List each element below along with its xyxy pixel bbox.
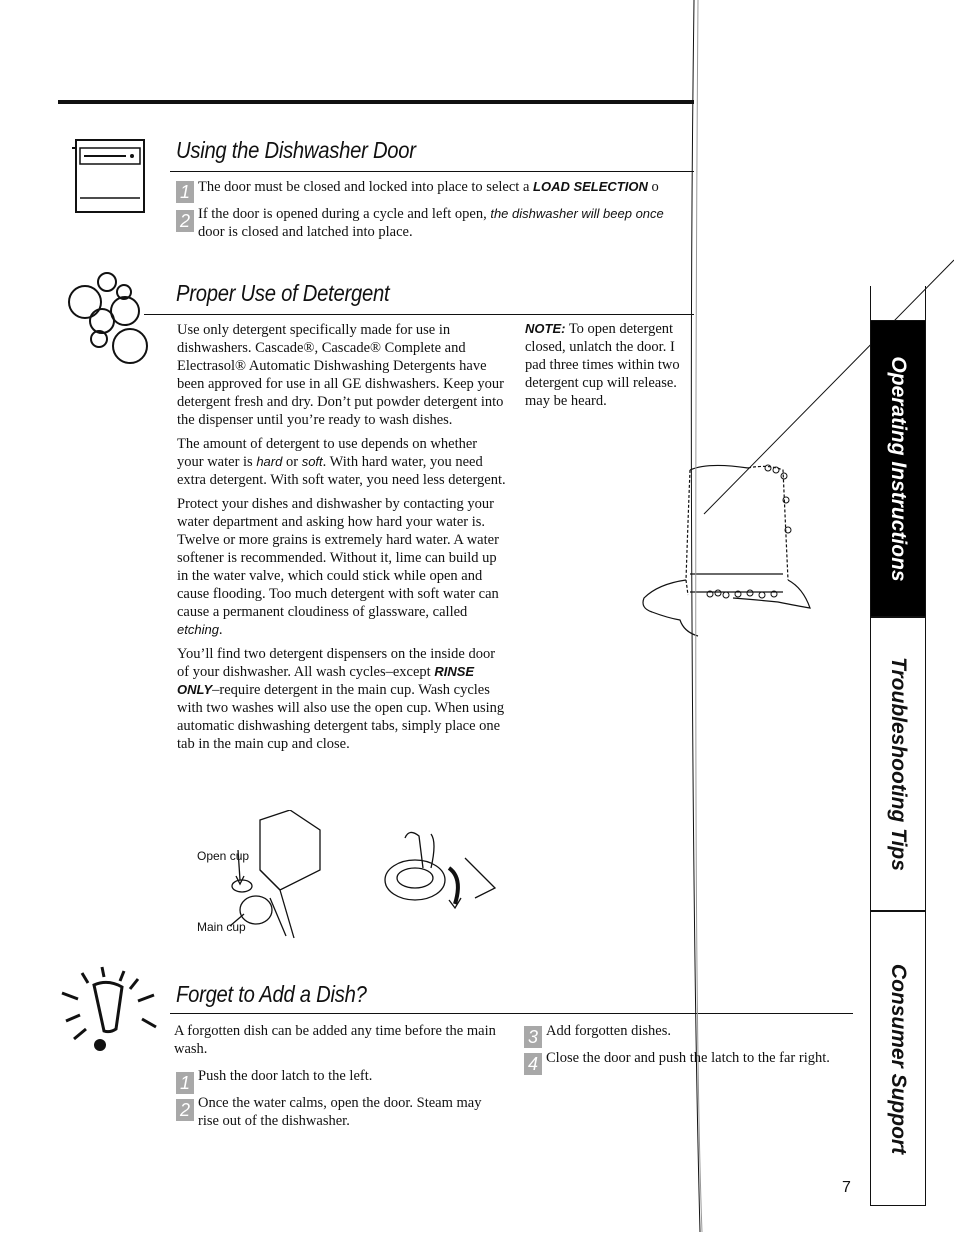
tab-consumer-support[interactable]: Consumer Support: [870, 911, 926, 1206]
section-title-dish: Forget to Add a Dish?: [176, 981, 367, 1007]
detergent-paragraph-2: The amount of detergent to use depends on whether your water is hard or soft. With hard water, you need extra detergent. With soft water, you need less detergent.: [177, 436, 506, 488]
tab-troubleshooting-tips[interactable]: Troubleshooting Tips: [870, 617, 926, 911]
dish-step-4-number: 4: [524, 1053, 542, 1075]
door-step-1-text: The door must be closed and locked into place to select a LOAD SELECTION o: [198, 179, 659, 195]
open-cup-label: Open cup: [197, 849, 250, 863]
dish-step-2-number: 2: [176, 1099, 194, 1121]
dish-step-4-text: Close the door and push the latch to the far right.: [546, 1050, 830, 1066]
dish-step-1-number: 1: [176, 1072, 194, 1094]
section-title-detergent: Proper Use of Detergent: [176, 280, 390, 306]
dishwasher-icon: [70, 136, 150, 221]
top-rule: [58, 100, 694, 104]
detergent-cup-illustration: [220, 810, 330, 945]
detergent-body: [177, 321, 507, 759]
page-number: 7: [842, 1179, 851, 1196]
door-rule: [170, 171, 694, 172]
dish-intro: A forgotten dish can be added any time before the main wash.: [174, 1023, 496, 1057]
door-step-2-number: 2: [176, 210, 194, 232]
bubbles-icon: [64, 270, 154, 375]
main-cup-label: Main cup: [197, 920, 246, 934]
door-step-1-number: 1: [176, 181, 194, 203]
section-title-door: Using the Dishwasher Door: [176, 137, 416, 163]
cup-closing-illustration: [375, 828, 500, 923]
page-curl-overlay: [686, 0, 706, 1235]
detergent-paragraph-1: Use only detergent specifically made for use in dishwashers. Cascade®, Cascade® Complete and Electrasol® Automatic Dishwashing Detergents have been approved for use in all GE dishwashers. Keep your detergent fresh and dry. Don’t put powder detergent into the dispenser until you’re ready to wash dishes.: [177, 322, 504, 428]
door-step-2-text: If the door is opened during a cycle and left open, the dishwasher will beep once door is closed and latched into place.: [198, 206, 664, 240]
dish-step-3-text: Add forgotten dishes.: [546, 1023, 671, 1039]
dish-rule: [170, 1013, 853, 1014]
detergent-paragraph-4: You’ll find two detergent dispensers on the inside door of your dishwasher. All wash cycles–except RINSE ONLY–require detergent in the main cup. Wash cycles with two washes will also use the open cup. When using automatic dishwashing detergent tabs, simply place one tab in the main cup and close.: [177, 646, 505, 752]
detergent-rule: [144, 314, 694, 315]
dish-step-1-text: Push the door latch to the left.: [198, 1068, 373, 1084]
tab-operating-instructions[interactable]: Operating Instructions: [870, 320, 926, 617]
detergent-note: NOTE: To open detergent closed, unlatch the door. I pad three times within two detergent cup will release. may be heard.: [525, 321, 680, 409]
detergent-paragraph-3: Protect your dishes and dishwasher by contacting your water department and asking how hard your water is. Twelve or more grains is extremely hard water. A water softener is recommended. Without it, lime can build up in the water valve, which could stick while open and cause flooding. Too much detergent with soft water can cause a permanent cloudiness of glassware, called etching.: [177, 496, 499, 638]
dish-step-3-number: 3: [524, 1026, 542, 1048]
dish-step-2-text: Once the water calms, open the door. Steam may rise out of the dishwasher.: [198, 1095, 482, 1129]
exclamation-icon: [58, 965, 158, 1062]
